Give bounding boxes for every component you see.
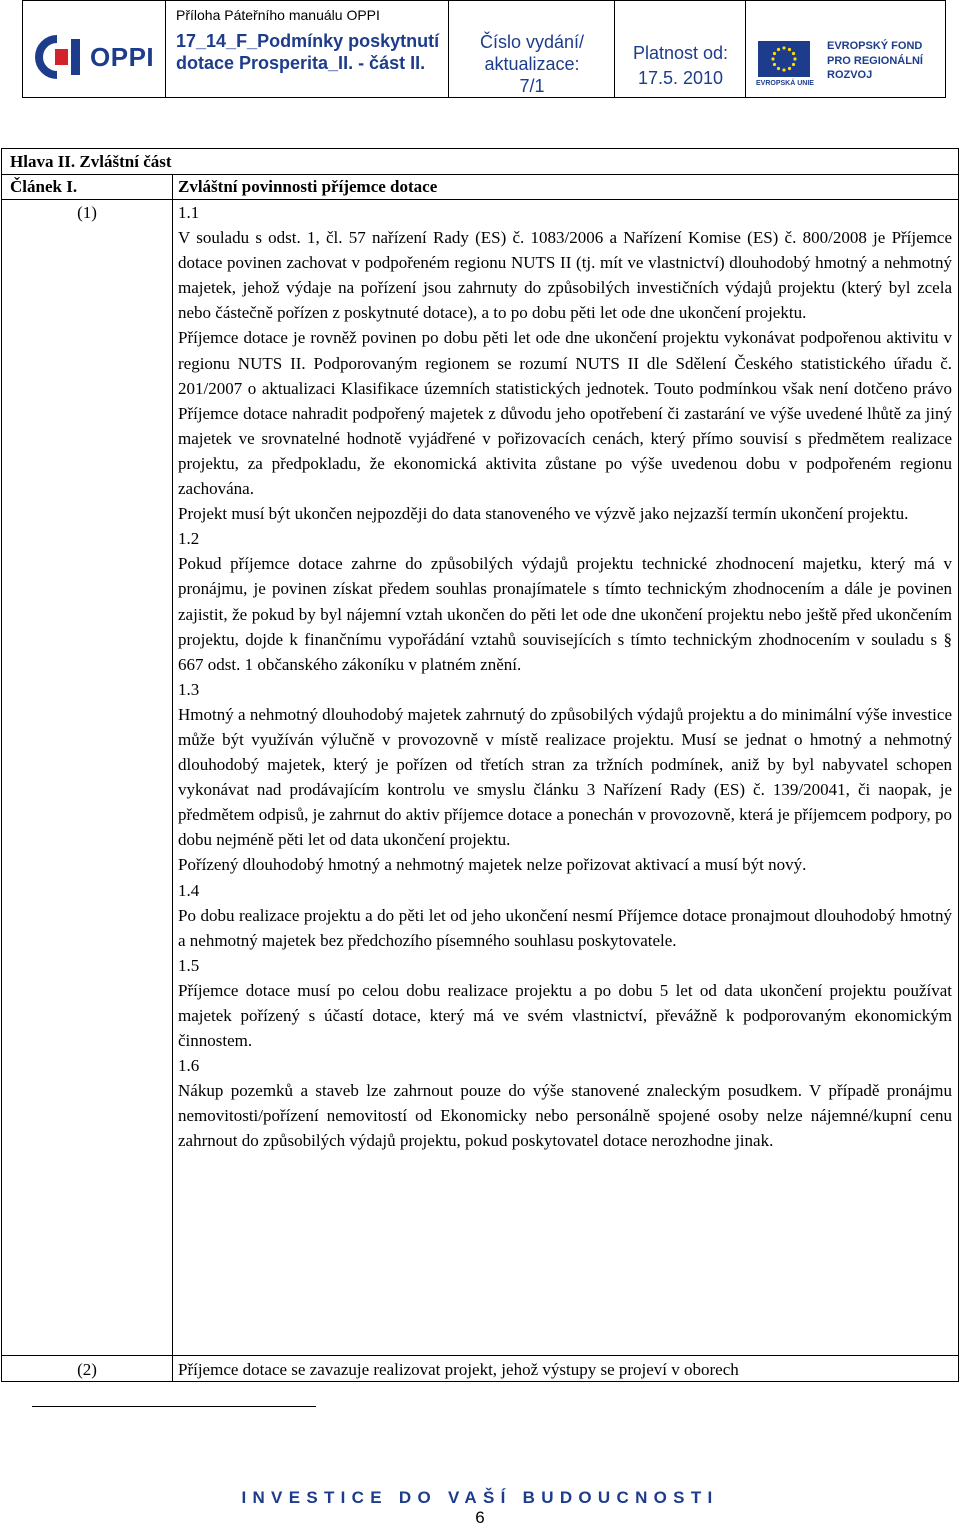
- page-number: 6: [475, 1508, 485, 1527]
- eu-star-icon: [788, 48, 791, 51]
- eu-star-icon: [773, 52, 776, 55]
- paragraph: Hmotný a nehmotný dlouhodobý majetek zahrnutý do způsobilých výdajů projektu a do minimální výše investice může být využíván výlučně v provozovně v místě realizace projektu. Musí se jednat o hmotný a nehmotný dlouhodobý majetek, který je pořízen od třetích stran za tržních podmínek, aniž by byl nabyvatel schopen vykonávat nad prodávajícím kontrolu ve smyslu článku 3 Nařízení Rady (ES) č. 139/20041, či naopak, je předmětem odpisů, je zahrnut do aktiv příjemce dotace a ponechán v provozovně, která je příjemcem podpory, po dobu nejméně pěti let od data ukončení projektu.: [178, 704, 952, 850]
- eu-star-icon: [788, 67, 791, 70]
- row-number: (2): [77, 1360, 97, 1379]
- issue-label: Číslo vydání/ aktualizace:: [479, 32, 585, 74]
- eu-star-icon: [773, 63, 776, 66]
- oppi-logo-icon: [35, 35, 87, 79]
- issue-value: 7/1: [519, 76, 545, 96]
- paragraph: Projekt musí být ukončen nejpozději do data stanoveného ve výzvě jako nejzazší termín ukončení projektu.: [178, 504, 909, 524]
- validity-date: 17.5. 2010: [637, 68, 724, 88]
- subsection-number: 1.1: [178, 203, 200, 222]
- subsection-number: 1.2: [178, 529, 200, 549]
- eu-logo-cell: [746, 1, 945, 97]
- eu-star-icon: [777, 48, 780, 51]
- validity-label: Platnost od:: [632, 43, 729, 63]
- paragraph: Po dobu realizace projektu a do pěti let od jeho ukončení nesmí Příjemce dotace pronajmout dlouhodobý hmotný a nehmotný majetek bez předchozího písemného souhlasu poskytovatele.: [178, 905, 952, 950]
- eu-star-icon: [777, 67, 780, 70]
- issue-cell: [449, 1, 615, 97]
- eu-star-icon: [782, 68, 785, 71]
- subsection-number: 1.3: [178, 679, 200, 699]
- document-title: 17_14_F_Podmínky poskytnutí dotace Prosperita_II. - část II.: [176, 31, 440, 73]
- eu-star-icon: [793, 57, 796, 60]
- article-label: Článek I.: [10, 177, 78, 196]
- document-header: [22, 0, 946, 98]
- table-rule: [2, 174, 958, 175]
- paragraph: Příjemce dotace je rovněž povinen po dobu pěti let ode dne ukončení projektu vykonávat podpořenou aktivitu v regionu NUTS II. Podporovaným regionem se rozumí NUTS II dle Sdělení Českého statistického úřadu č. 201/2007 o aktualizaci Klasifikace územních statistických jednotek. Touto podmínkou však není dotčeno právo Příjemce dotace nahradit podpořený majetek z důvodu jeho opotřebení či zastarání ve výše uvedené lhůtě za jiný majetek ve srovnatelné hodnotě vyjádřené v pořizovacích cenách, který přímo souvisí s předmětem realizace projektu, za předpokladu, že ekonomická aktivita zůstane po výše uvedenou dobu v podpořeném regionu zachována.: [178, 328, 952, 499]
- eu-star-icon: [792, 63, 795, 66]
- footer-motto: INVESTICE DO VAŠÍ BUDOUCNOSTI: [241, 1488, 719, 1507]
- part-heading: Hlava II. Zvláštní část: [10, 152, 172, 171]
- footnote-separator: [32, 1406, 316, 1407]
- row-number: (1): [77, 203, 97, 222]
- validity-cell: [615, 1, 746, 97]
- document-id-cell: [166, 1, 449, 97]
- row-1-content: [178, 200, 952, 1154]
- paragraph: V souladu s odst. 1, čl. 57 nařízení Rady (ES) č. 1083/2006 a Nařízení Komise (ES) č. 800/2008 je Příjemce dotace povinen zachovat v podpořeném regionu NUTS II (tj. mít ve vlastnictví) dlouhodobý hmotný a nehmotný majetek, jehož výdaje na pořízení jsou zahrnuty do způsobilých investičních výdajů projektu (který byl zcela nebo částečně pořízen z poskytnuté dotace), a to po dobu pěti let ode dne ukončení projektu.: [178, 228, 952, 323]
- table-rule: [2, 1355, 958, 1356]
- subsection-number: 1.5: [178, 955, 200, 975]
- erdf-text: EVROPSKÝ FOND PRO REGIONÁLNÍ ROZVOJ: [827, 40, 923, 81]
- column-divider: [172, 174, 173, 1381]
- obligations-table: [1, 148, 959, 1382]
- paragraph: Nákup pozemků a staveb lze zahrnout pouze do výše stanovené znaleckým posudkem. V případě pronájmu nemovitosti/pořízení nemovitostí od Ekonomicky nebo personálně spojené osoby nelze nájemné/kupní cenu zahrnout do způsobilých výdajů projektu, pokud poskytovatel dotace nerozhodne jinak.: [178, 1081, 952, 1151]
- eu-flag-icon: [758, 41, 810, 77]
- manual-reference: Příloha Páteřního manuálu OPPI: [176, 7, 380, 23]
- eu-star-icon: [792, 52, 795, 55]
- subsection-number: 1.6: [178, 1056, 200, 1076]
- paragraph: Příjemce dotace musí po celou dobu realizace projektu a po dobu 5 let od data ukončení projektu používat majetek pořízený s účastí dotace, který má ve svém vlastnictví, převážně k podporovaným ekonomickým činnostem.: [178, 980, 952, 1051]
- eu-star-icon: [782, 46, 785, 49]
- article-title: Zvláštní povinnosti příjemce dotace: [178, 177, 438, 196]
- eu-star-icon: [771, 57, 774, 60]
- paragraph: Pořízený dlouhodobý hmotný a nehmotný majetek nelze pořizovat aktivací a musí být nový.: [178, 855, 807, 875]
- row-2-content: Příjemce dotace se zavazuje realizovat projekt, jehož výstupy se projeví v oborech: [178, 1360, 739, 1379]
- eu-caption: EVROPSKÁ UNIE: [756, 80, 814, 87]
- oppi-logo-text: OPPI: [90, 42, 155, 72]
- oppi-logo-cell: [23, 1, 166, 97]
- subsection-number: 1.4: [178, 880, 200, 900]
- paragraph: Pokud příjemce dotace zahrne do způsobilých výdajů projektu technické zhodnocení majetku, který má v pronájmu, je povinen získat předem souhlas pronajímatele s tímto technickým zhodnocením a dále je povinen zajistit, že pokud by byl nájemní vztah ukončen do pěti let ode dne ukončení projektu nebo ještě před ukončením projektu, dojde k finančnímu vypořádání vztahů souvisejících s tímto technickým zhodnocením v souladu s § 667 odst. 1 občanského zákoníku v platném znění.: [178, 554, 952, 674]
